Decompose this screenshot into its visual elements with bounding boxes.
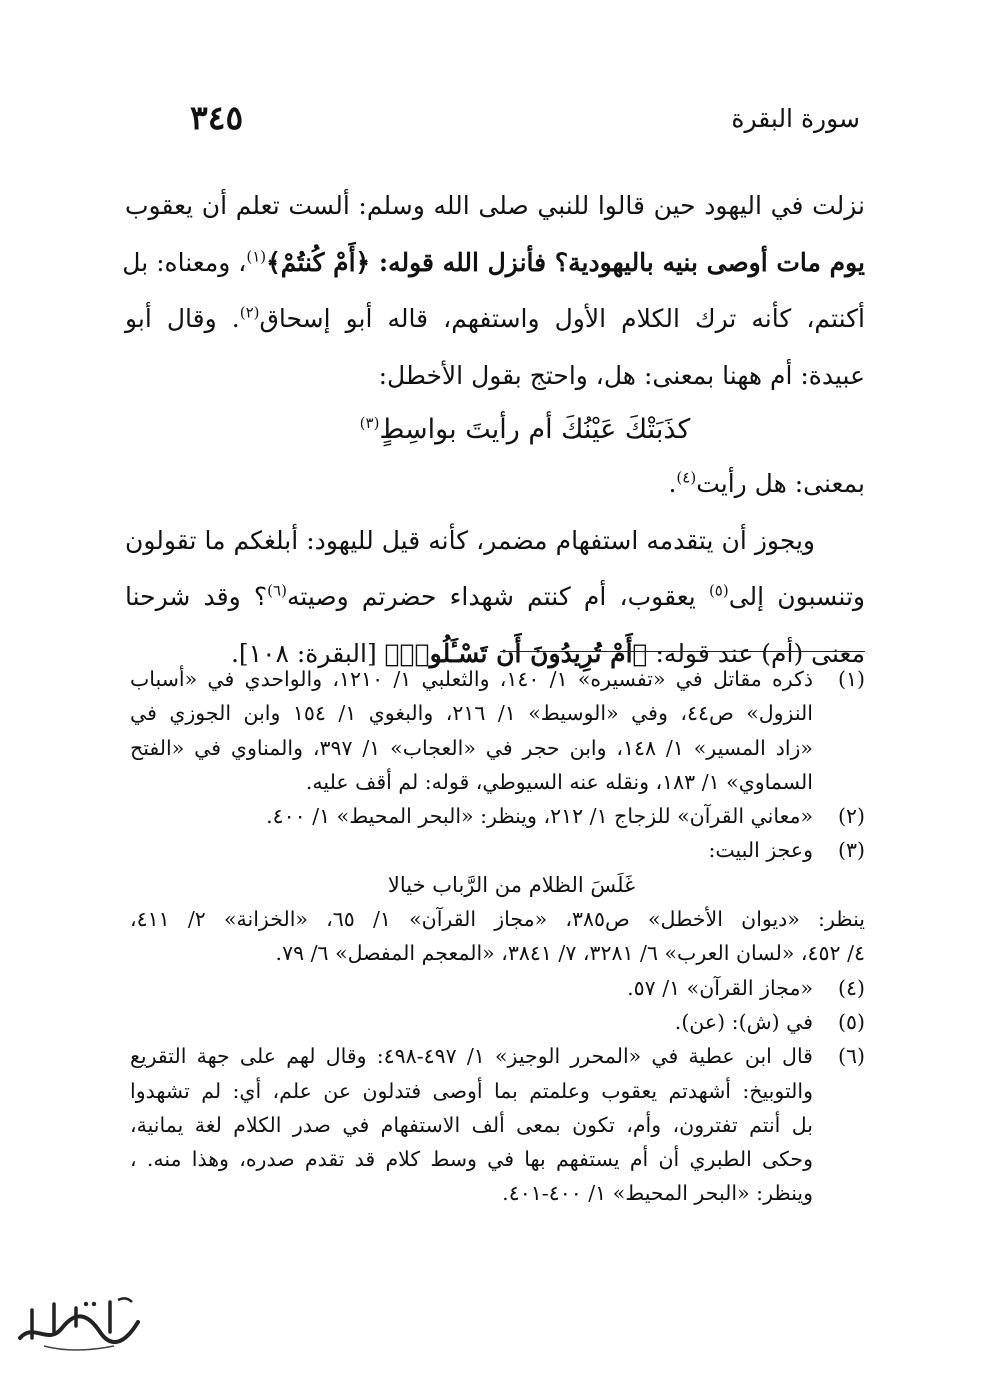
footnote-line: النزول» ص٤٤، وفي «الوسيط» ١/ ٢١٦، والبغوي ١/ ١٥٤ وابن الجوزي في xyxy=(130,701,813,726)
page-number: ٣٤٥ xyxy=(190,98,244,137)
footnote-4 xyxy=(130,971,865,1005)
footnote-6 xyxy=(130,1039,865,1210)
text-fragment: أكنتم، كأنه ترك الكلام الأول واستفهم، قاله أبو إسحاق xyxy=(259,304,865,333)
text-line xyxy=(125,291,865,348)
text-fragment: وتنسبون إلى xyxy=(728,582,866,611)
text-fragment: ، ومعناه: بل xyxy=(122,247,247,277)
footnote-verse: غَلَسَ الظلام من الرَّباب خيالا xyxy=(387,872,636,897)
footnote-ref-3[interactable]: (٣) xyxy=(359,414,380,432)
footnote-number: (٤) xyxy=(837,975,865,1000)
footnote-ref-6[interactable]: (٦) xyxy=(267,581,287,600)
paragraph-2 xyxy=(125,456,865,513)
text-line xyxy=(125,456,865,513)
running-title: سورة البقرة xyxy=(731,104,860,133)
footnote-line: وحكى الطبري أن أم يستفهم بها في وسط كلام قد تقدم صدره، وهذا منه. ، xyxy=(130,1147,813,1172)
text-line: نزلت في اليهود حين قالوا للنبي صلى الله وسلم: ألست تعلم أن يعقوب xyxy=(125,191,865,220)
text-line: عبيدة: أم ههنا بمعنى: هل، واحتج بقول الأخطل: xyxy=(378,360,865,390)
page-header xyxy=(190,98,860,144)
footnote-1 xyxy=(130,662,865,799)
text-line: ويجوز أن يتقدمه استفهام مضمر، كأنه قيل لليهود: أبلغكم ما تقولون xyxy=(125,525,815,555)
quran-quote: يوم مات أوصى بنيه باليهودية؟ فأنزل الله قوله: ﴿أَمْ كُنتُمْ﴾ xyxy=(266,247,865,277)
footnote-line: قال ابن عطية في «المحرر الوجيز» ١/ ٤٩٧-٤٩٨: وقال لهم على جهة التقريع xyxy=(130,1044,813,1069)
poetry-verse xyxy=(125,404,865,456)
footnote-line: «معاني القرآن» للزجاج ١/ ٢١٢، وينظر: «البحر المحيط» ١/ ٤٠٠. xyxy=(266,804,813,829)
footnote-line: وعجز البيت: xyxy=(708,838,813,863)
footnote-line: في (ش): (عن). xyxy=(674,1009,813,1034)
text-fragment: ؟ وقد شرحنا xyxy=(125,582,268,611)
quran-quote: ﴿أَمْ تُرِيدُونَ أَن تَسْـَٔلُوا۟﴾ xyxy=(384,638,648,668)
text-line xyxy=(125,569,865,626)
text-line xyxy=(122,235,865,292)
footnote-line: ٤/ ٤٥٢، «لسان العرب» ٦/ ٣٢٨١، ٧/ ٣٨٤١، «المعجم المفصل» ٦/ ٧٩. xyxy=(275,941,865,966)
footnote-line: بل أنتم تفترون، وأم، تكون بمعى ألف الاستفهام في صدر الكلام لغة يمانية، xyxy=(130,1112,813,1137)
paragraph-3 xyxy=(125,513,865,683)
text-fragment: . وقال أبو xyxy=(125,304,240,333)
footnote-line: والتوبيخ: أشهدتم يعقوب وعلمتم بما أوصى فتدلون عن علم، أي: لم تشهدوا xyxy=(130,1078,813,1103)
footnote-number: (٦) xyxy=(837,1044,865,1069)
footnote-number: (٣) xyxy=(837,838,865,863)
footnote-3 xyxy=(130,833,865,902)
footnote-ref-1[interactable]: (١) xyxy=(246,247,267,266)
footnote-line: ينظر: «ديوان الأخطل» ص٣٨٥، «مجاز القرآن» ١/ ٦٥، «الخزانة» ٢/ ٤١١، xyxy=(130,907,865,932)
footnote-2 xyxy=(130,799,865,833)
text-fragment: [البقرة: ١٠٨]. xyxy=(230,638,385,668)
footnote-line: «زاد المسير» ١/ ١٤٨، وابن حجر في «العجاب» ١/ ٣٩٧، والمناوي في «الفتح xyxy=(130,735,813,760)
main-text xyxy=(122,178,866,682)
footnote-ref-5[interactable]: (٥) xyxy=(708,581,729,600)
text-fragment: . xyxy=(668,469,677,498)
text-fragment: معنى (أم) عند قوله: xyxy=(647,638,865,668)
text-fragment: يعقوب، أم كنتم شهداء حضرتم وصيته xyxy=(286,582,709,611)
footnote-ref-4[interactable]: (٤) xyxy=(676,468,697,487)
footnotes xyxy=(130,662,865,1211)
footnote-number: (١) xyxy=(837,667,865,691)
text-fragment: بمعنى: هل رأيت xyxy=(696,469,865,498)
footnote-3-continued xyxy=(130,902,865,971)
footnote-line: «مجاز القرآن» ١/ ٥٧. xyxy=(627,975,813,1000)
footnote-number: (٢) xyxy=(837,804,865,829)
footnote-separator xyxy=(500,651,865,652)
verse-text: كذَبَتْكَ عَيْنُكَ أم رأيتَ بواسِطٍ xyxy=(379,414,691,445)
footnote-ref-2[interactable]: (٢) xyxy=(239,303,260,322)
footnote-line: وينظر: «البحر المحيط» ١/ ٤٠٠-٤٠١. xyxy=(502,1181,813,1206)
paragraph-1 xyxy=(122,178,865,404)
footnote-5 xyxy=(130,1005,865,1039)
publisher-logo xyxy=(14,1292,144,1356)
footnote-number: (٥) xyxy=(837,1009,865,1034)
footnote-line: السماوي» ١/ ١٨٣، ونقله عنه السيوطي، قوله: لم أقف عليه. xyxy=(305,769,813,794)
footnote-line: ذكره مقاتل في «تفسيره» ١/ ١٤٠، والثعلبي ١/ ١٢١٠، والواحدي في «أسباب xyxy=(130,667,813,691)
